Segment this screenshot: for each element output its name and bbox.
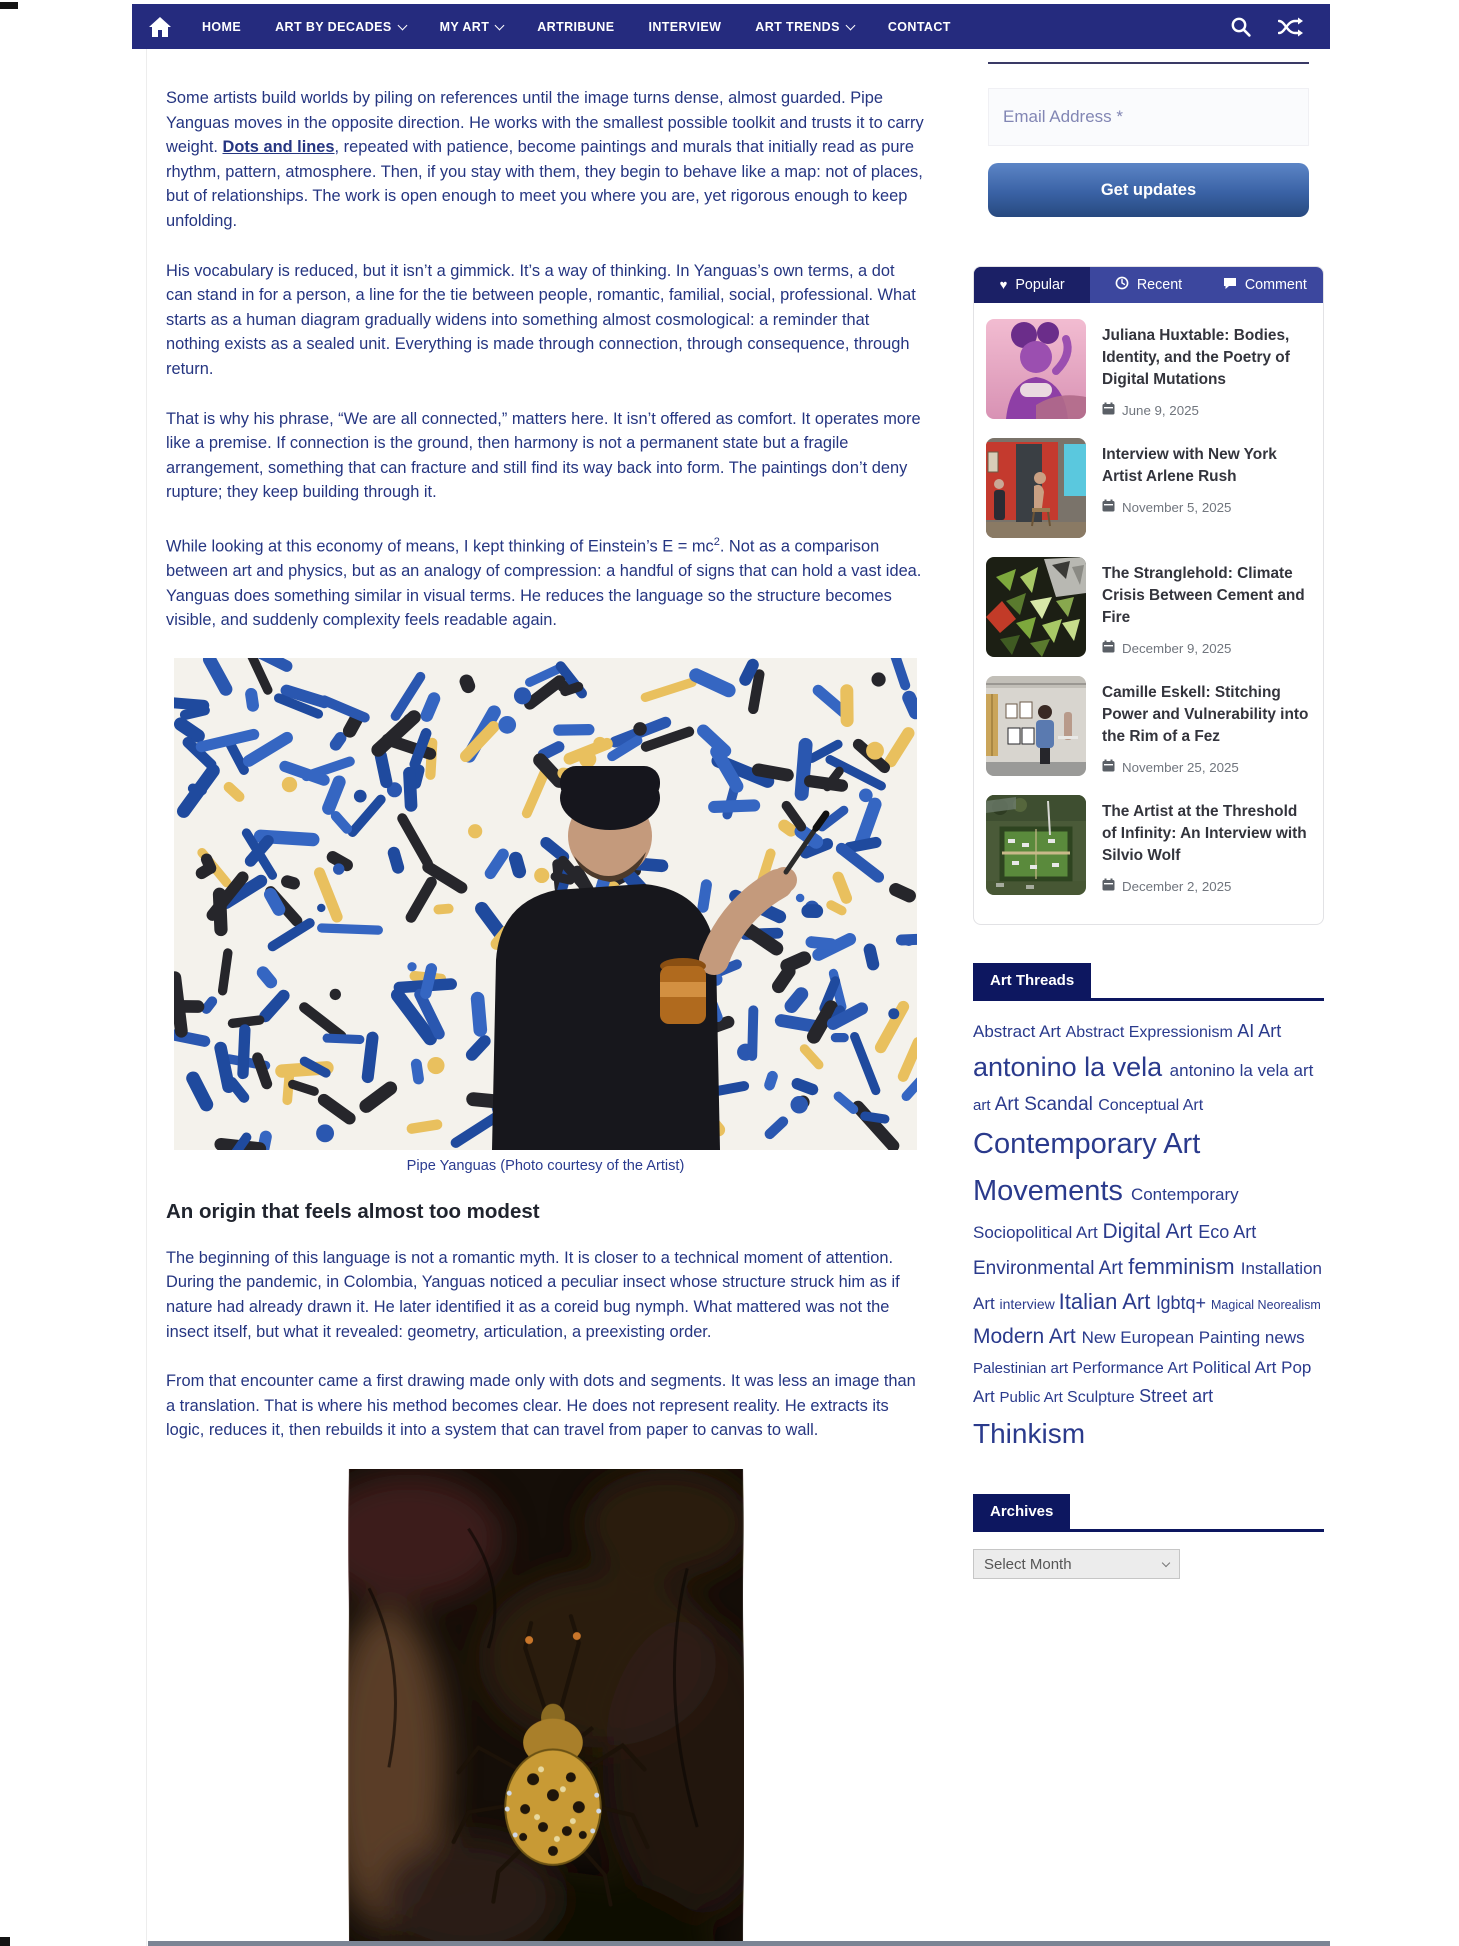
post-thumbnail[interactable]: [986, 319, 1086, 419]
tag-eco-art[interactable]: Eco Art: [1198, 1221, 1257, 1242]
post-meta: [1102, 795, 1311, 895]
post-title[interactable]: Juliana Huxtable: Bodies, Identity, and the Poetry of Digital Mutations: [1102, 327, 1290, 388]
posts-list: [974, 303, 1323, 924]
paragraph: That is why his phrase, “We are all connected,” matters here. It isn’t offered as comfort. It operates more like a premise. If connection is the ground, then harmony is not a permanent state but a fragile arrangement, something that can fracture and still find its way back into form. The paintings don’t deny rupture; they keep building through it.: [166, 409, 921, 502]
paragraph: From that encounter came a first drawing made only with dots and segments. It was less an image than a translation. That is where his method becomes clear. He does not represent reality. He extracts its logic, reduces it, then rebuilds it into a system that can travel from paper to canvas to wall.: [166, 1372, 916, 1440]
paragraph: While looking at this economy of means, I kept thinking of Einstein’s $E = mc^2$. Not as a comparison between art and physics, but as an analogy of compression: a handful of signs that can hold a vast idea. Yanguas does something similar in visual terms. He reduces the language so the structure becomes visible, and suddenly complexity feels readable again.: [166, 535, 922, 630]
tag-antonino-la-vela[interactable]: antonino la vela: [973, 1052, 1163, 1083]
post-thumbnail[interactable]: [986, 795, 1086, 895]
tab-label: Popular: [1015, 277, 1065, 293]
sidebar: [973, 49, 1324, 1579]
calendar-icon: [1102, 499, 1115, 515]
tag-contemporary-sociopolitical-art[interactable]: Contemporary Sociopolitical Art: [973, 1184, 1239, 1242]
tag-news[interactable]: news: [1264, 1328, 1305, 1347]
post-meta: [1102, 438, 1311, 538]
post-thumbnail-gallery-white: [986, 676, 1086, 776]
nav-utilities: [1230, 16, 1330, 38]
tag-digital-art[interactable]: Digital Art: [1102, 1219, 1193, 1243]
tag-ai-art[interactable]: AI Art: [1237, 1021, 1282, 1041]
posts-panel: [973, 266, 1324, 925]
tag-environmental-art[interactable]: Environmental Art: [973, 1257, 1123, 1279]
tag-abstract-art[interactable]: Abstract Art: [973, 1022, 1061, 1041]
tab-popular[interactable]: [974, 267, 1090, 303]
post-meta: [1102, 557, 1311, 657]
post-item[interactable]: [986, 438, 1311, 538]
nav-item-contact[interactable]: CONTACT: [887, 19, 951, 34]
hero-figure: [166, 658, 925, 1174]
insect-figure: [166, 1469, 925, 1946]
post-date-text: December 9, 2025: [1122, 640, 1232, 656]
calendar-icon: [1102, 759, 1115, 775]
post-date-text: June 9, 2025: [1122, 402, 1199, 418]
tag-new-european-painting[interactable]: New European Painting: [1081, 1328, 1261, 1347]
post-title[interactable]: The Stranglehold: Climate Crisis Between Cement and Fire: [1102, 565, 1305, 626]
emphasized-phrase: Dots and lines: [222, 138, 335, 157]
post-thumbnail-art: [986, 319, 1086, 419]
tag-political-art[interactable]: Political Art: [1192, 1358, 1277, 1378]
post-thumbnail[interactable]: [986, 438, 1086, 538]
chevron-down-icon: [1162, 1559, 1170, 1567]
posts-tabs: [974, 267, 1323, 303]
post-title[interactable]: Camille Eskell: Stitching Power and Vulnerability into the Rim of a Fez: [1102, 684, 1309, 745]
post-date-text: December 2, 2025: [1122, 878, 1232, 894]
nav-item-home[interactable]: HOME: [202, 19, 242, 34]
tag-femminism[interactable]: femminism: [1128, 1253, 1235, 1279]
tag-abstract-expressionism[interactable]: Abstract Expressionism: [1065, 1024, 1233, 1041]
chevron-down-icon: [397, 20, 407, 30]
calendar-icon: [1102, 640, 1115, 656]
post-date: [1102, 402, 1311, 418]
tag-sculpture[interactable]: Sculpture: [1067, 1388, 1135, 1406]
nav-item-art-trends[interactable]: ART TRENDS: [755, 20, 854, 34]
tag-antonino-la-vela-art[interactable]: antonino la vela art: [1169, 1061, 1314, 1081]
archives-select[interactable]: [973, 1549, 1180, 1579]
post-title[interactable]: Interview with New York Artist Arlene Rush: [1102, 446, 1277, 485]
tab-label: Comment: [1244, 277, 1307, 293]
tab-label: Recent: [1136, 277, 1183, 293]
email-field[interactable]: [988, 88, 1309, 146]
top-navbar: [132, 4, 1330, 49]
paragraph: His vocabulary is reduced, but it isn’t a gimmick. It’s a way of thinking. In Yanguas’s own terms, a dot can stand in for a person, a line for the tie between people, romantic, familial, social, professional. What starts as a human diagram gradually widens into something almost cosmological: a reminder that nothing exists as a sealed unit. Everything is made through connection, through consequence, through return.: [166, 261, 916, 378]
tag-modern-art[interactable]: Modern Art: [973, 1325, 1076, 1348]
post-date: [1102, 499, 1311, 515]
tag-performance-art[interactable]: Performance Art: [1072, 1360, 1188, 1378]
post-date-text: November 25, 2025: [1122, 759, 1239, 775]
get-updates-button[interactable]: Get updates: [988, 163, 1309, 217]
post-item[interactable]: [986, 795, 1311, 895]
art-threads-header: [973, 963, 1324, 1001]
widget-divider: [988, 62, 1309, 64]
archives-header: [973, 1494, 1324, 1532]
decor-mark-bottom-left: [0, 1937, 10, 1946]
post-meta: [1102, 676, 1311, 776]
tag-public-art[interactable]: Public Art: [999, 1388, 1063, 1406]
nav-item-interview[interactable]: INTERVIEW: [648, 19, 722, 34]
nav-item-my-art[interactable]: MY ART: [440, 20, 504, 34]
tag-art-scandal[interactable]: Art Scandal: [994, 1093, 1093, 1115]
search-icon[interactable]: [1230, 16, 1252, 38]
tag-thinkism[interactable]: Thinkism: [973, 1418, 1086, 1450]
post-item[interactable]: [986, 676, 1311, 776]
article-body: [146, 49, 986, 1946]
tag-pop-art[interactable]: Pop Art: [973, 1358, 1312, 1406]
coreid-bug-photo: [348, 1469, 744, 1946]
post-thumbnail-green-abstract: [986, 557, 1086, 657]
post-thumbnail-garden: [986, 795, 1086, 895]
tag-palestinian-art[interactable]: Palestinian art: [973, 1360, 1069, 1378]
paragraph: Some artists build worlds by piling on references until the image turns dense, almost guarded. Pipe Yanguas moves in the opposite direction. He works with the smallest possible toolkit and trusts it to carry weight. Dots and lines, repeated with patience, become paintings and murals that initially read as pure rhythm, pattern, atmosphere. Then, if you stay with them, they begin to behave like a map: not of places, but of relationships. The work is open enough to meet you where you are, yet rigorous enough to keep unfolding.: [166, 89, 924, 230]
tab-recent[interactable]: [1090, 267, 1206, 303]
art-threads-title: Art Threads: [973, 963, 1091, 998]
comment-icon: [1223, 277, 1237, 294]
post-date: [1102, 640, 1311, 656]
footer-edge-bar: [148, 1941, 1330, 1946]
tag-conceptual-art[interactable]: Conceptual Art: [1098, 1096, 1204, 1114]
tag-magical-neorealism[interactable]: Magical Neorealism: [1211, 1298, 1321, 1313]
tag-cloud: [973, 1017, 1324, 1456]
tag-contemporary-art-movements[interactable]: Contemporary Art Movements: [973, 1127, 1201, 1207]
shuffle-icon[interactable]: [1278, 16, 1304, 38]
hero-caption: Pipe Yanguas (Photo courtesy of the Artist): [406, 1157, 685, 1174]
section-heading: An origin that feels almost too modest: [166, 1199, 540, 1223]
post-meta: [1102, 319, 1311, 419]
artist-mural-photo: [174, 658, 917, 1150]
post-item[interactable]: [986, 319, 1311, 419]
archives-select-value: Select Month: [984, 1555, 1072, 1573]
tab-comment[interactable]: [1207, 267, 1323, 303]
archives-title: Archives: [973, 1494, 1070, 1529]
tag-street-art[interactable]: Street art: [1139, 1385, 1214, 1406]
tag-italian-art[interactable]: Italian Art: [1058, 1289, 1151, 1315]
heart-icon: ♥: [999, 277, 1008, 292]
post-item[interactable]: [986, 557, 1311, 657]
post-date: [1102, 759, 1311, 775]
calendar-icon: [1102, 878, 1115, 894]
post-thumbnail[interactable]: [986, 557, 1086, 657]
post-thumbnail-gallery-red: [986, 438, 1086, 538]
tag-interview[interactable]: interview: [999, 1296, 1055, 1313]
decor-mark-top-left: [0, 2, 18, 9]
nav-item-artribune[interactable]: ARTRIBUNE: [537, 19, 615, 34]
post-title[interactable]: The Artist at the Threshold of Infinity: An Interview with Silvio Wolf: [1102, 803, 1307, 864]
tag-art[interactable]: art: [973, 1096, 991, 1114]
post-thumbnail[interactable]: [986, 676, 1086, 776]
paragraph: The beginning of this language is not a romantic myth. It is closer to a technical moment of attention. During the pandemic, in Colombia, Yanguas noticed a peculiar insect whose structure struck him as if nature had already drawn it. He later identified it as a coreid bug nymph. What mattered was not the insect itself, but what it revealed: geometry, articulation, a preexisting order.: [166, 1248, 900, 1341]
chevron-down-icon: [495, 20, 505, 30]
main-nav: [202, 20, 1230, 34]
home-icon-glyph: [148, 16, 172, 38]
clock-icon: [1115, 276, 1129, 294]
home-icon[interactable]: [132, 4, 188, 49]
calendar-icon: [1102, 402, 1115, 418]
chevron-down-icon: [845, 20, 855, 30]
post-date-text: November 5, 2025: [1122, 499, 1232, 515]
tag-installation-art[interactable]: Installation Art: [973, 1258, 1322, 1314]
tag-lgbtq+[interactable]: lgbtq+: [1156, 1293, 1206, 1314]
post-date: [1102, 878, 1311, 894]
nav-item-art-by-decades[interactable]: ART BY DECADES: [275, 20, 406, 34]
